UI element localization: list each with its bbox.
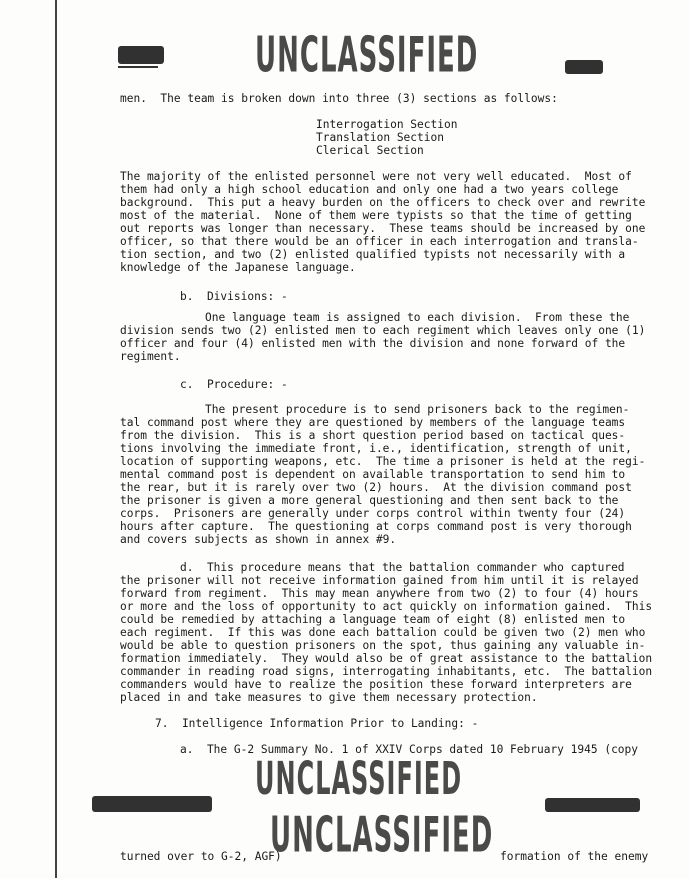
text-line: division sends two (2) enlisted men to each regiment which leaves only one (1) <box>120 324 646 337</box>
text-line: most of the material. None of them were typists so that the time of getting <box>120 209 632 222</box>
text-line: the prisoner will not receive information gained from him until it is relayed <box>120 574 639 587</box>
text-line: d. This procedure means that the battalion commander who captured <box>180 561 625 574</box>
text-line: commander in reading road signs, interrogating inhabitants, etc. The battalion <box>120 665 653 678</box>
text-line: out reports was longer than necessary. These teams should be increased by one <box>120 222 646 235</box>
text-line: officer and four (4) enlisted men with the division and none forward of the <box>120 337 626 350</box>
text-line: tions involving the immediate front, i.e., identification, strength of unit, <box>120 442 632 455</box>
list-item: Interrogation Section <box>316 118 458 131</box>
section-heading: c. Procedure: - <box>180 378 288 391</box>
redaction-mark-top-right <box>565 60 603 74</box>
text-line: The majority of the enlisted personnel were not very well educated. Most of <box>120 170 632 183</box>
text-line: from the division. This is a short question period based on tactical ques- <box>120 429 626 442</box>
page-edge-line <box>55 0 57 878</box>
text-line: the rear, but it is rarely over two (2) hours. At the division command post <box>120 481 632 494</box>
text-line: them had only a high school education and only one had a two years college <box>120 183 619 196</box>
text-line: commanders would have to realize the position these forward interpreters are <box>120 678 632 691</box>
text-line: each regiment. If this was done each battalion could be given two (2) men who <box>120 626 646 639</box>
text-line: officer, so that there would be an officer in each interrogation and transla- <box>120 235 639 248</box>
text-line: would be able to question prisoners on the spot, thus gaining any valuable in- <box>120 639 646 652</box>
text-line: location of supporting weapons, etc. The time a prisoner is held at the regi- <box>120 455 646 468</box>
text-line: forward from regiment. This may mean anywhere from two (2) to four (4) hours <box>120 587 639 600</box>
text-line: background. This put a heavy burden on the officers to check over and rewrite <box>120 196 646 209</box>
text-line: the prisoner is given a more general questioning and then sent back to the <box>120 494 619 507</box>
list-item: Translation Section <box>316 131 444 144</box>
text-line: could be remedied by attaching a language team of eight (8) enlisted men to <box>120 613 626 626</box>
text-line: formation of the enemy <box>500 850 649 863</box>
text-line: hours after capture. The questioning at corps command post is very thorough <box>120 520 632 533</box>
unclassified-stamp-bottom: UNCLASSIFIED <box>270 808 494 865</box>
text-line: The present procedure is to send prisoners back to the regimen- <box>205 403 630 416</box>
redaction-bar-right <box>545 798 640 812</box>
text-line: corps. Prisoners are generally under corps control within twenty four (24) <box>120 507 626 520</box>
text-line: men. The team is broken down into three (3) sections as follows: <box>120 92 558 105</box>
list-item: Clerical Section <box>316 144 424 157</box>
text-line: knowledge of the Japanese language. <box>120 261 356 274</box>
text-line: tal command post where they are questioned by members of the language teams <box>120 416 626 429</box>
text-line: One language team is assigned to each division. From these the <box>205 311 630 324</box>
section-heading: 7. Intelligence Information Prior to Landing: - <box>155 717 479 730</box>
text-line: and covers subjects as shown in annex #9. <box>120 533 397 546</box>
text-line: or more and the loss of opportunity to act quickly on information gained. This <box>120 600 653 613</box>
unclassified-stamp-middle: UNCLASSIFIED <box>255 752 463 806</box>
text-line: a. The G-2 Summary No. 1 of XXIV Corps dated 10 February 1945 (copy <box>180 743 639 756</box>
redaction-bar-left <box>92 796 212 812</box>
text-line: formation immediately. They would also be of great assistance to the battalion <box>120 652 653 665</box>
text-line: placed in and take measures to give them necessary protection. <box>120 691 538 704</box>
header-underline <box>118 66 158 68</box>
unclassified-stamp-top: UNCLASSIFIED <box>255 28 479 85</box>
text-line: tion section, and two (2) enlisted qualified typists not necessarily with a <box>120 248 626 261</box>
text-line: regiment. <box>120 350 181 363</box>
text-line: mental command post is dependent on available transportation to send him to <box>120 468 626 481</box>
text-line: turned over to G-2, AGF) <box>120 850 282 863</box>
section-heading: b. Divisions: - <box>180 290 288 303</box>
redaction-mark-top-left <box>118 46 164 64</box>
